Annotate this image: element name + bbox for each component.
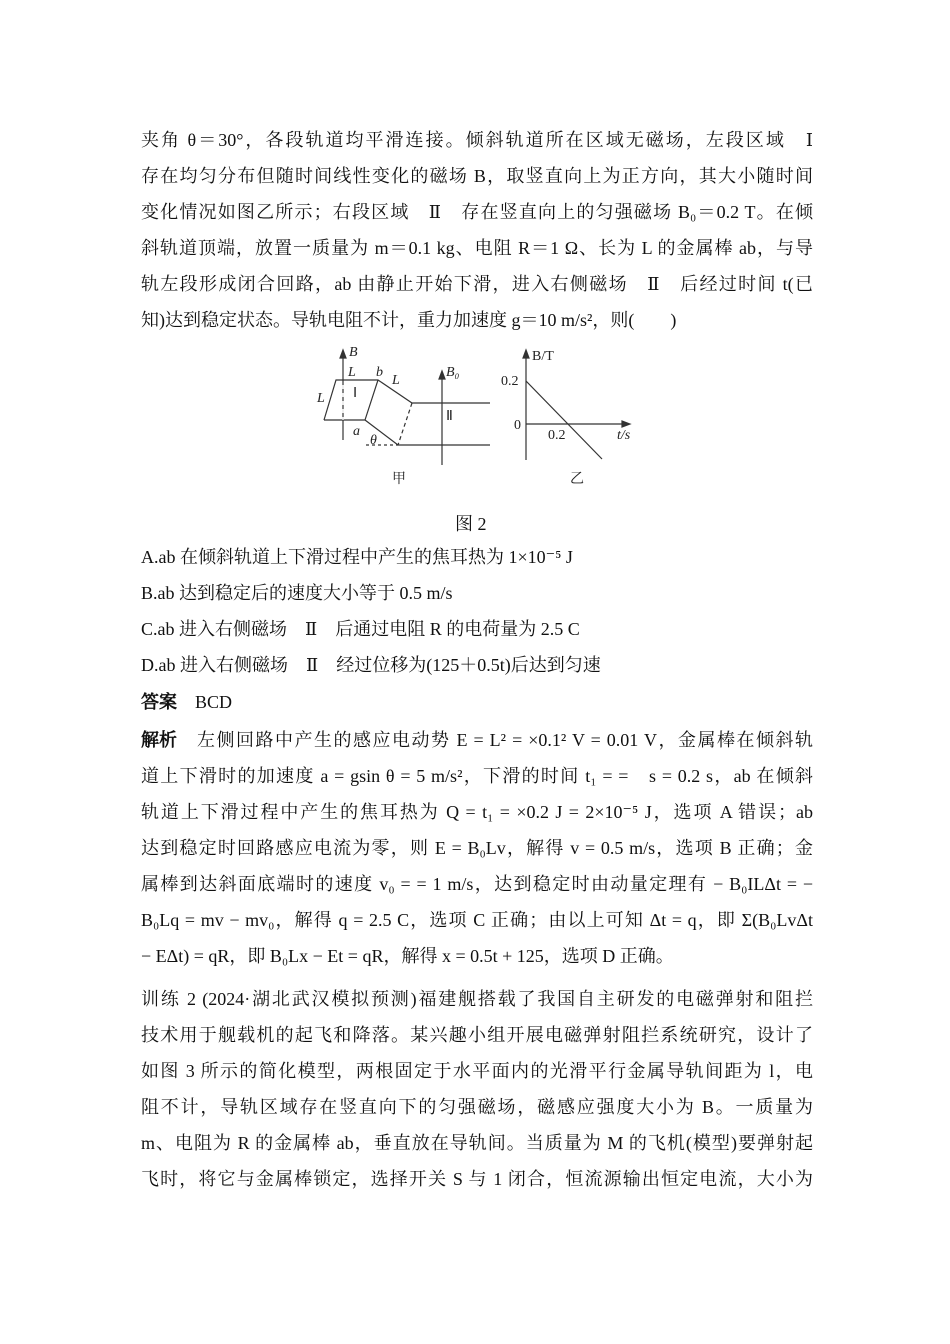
analysis-first-line <box>141 728 813 752</box>
x-tick: 0.2 <box>548 428 566 443</box>
option-c: C.ab 进入右侧磁场 Ⅱ 后通过电阻 R 的电荷量为 2.5 C <box>141 619 580 639</box>
text-line: 属棒到达斜面底端时的速度 v₀ = = 1 m/s，达到稳定时由动量定理有 − B₀ILΔt = − <box>141 874 813 894</box>
label-region-2: Ⅱ <box>446 409 453 424</box>
text-line: 达到稳定时回路感应电流为零，则 E = B₀Lv，解得 v = 0.5 m/s，选项 B 正确；金 <box>141 838 813 858</box>
text-line: 夹角 θ＝30°，各段轨道均平滑连接。倾斜轨道所在区域无磁场，左段区域 Ⅰ <box>141 130 813 150</box>
x-axis-label: t/s <box>617 428 631 443</box>
figure-caption: 图 2 <box>455 514 487 534</box>
label-b: b <box>376 365 383 380</box>
figure-2 <box>300 340 650 500</box>
label-L-right: L <box>392 373 400 388</box>
y-tick: 0.2 <box>501 374 519 389</box>
label-theta: θ <box>370 433 377 448</box>
text-line: 变化情况如图乙所示；右段区域 Ⅱ 存在竖直向上的匀强磁场 B₀＝0.2 T。在倾 <box>141 202 813 222</box>
text-line: B₀Lq = mv − mv₀，解得 q = 2.5 C，选项 C 正确；由以上可知 Δt = q，即 Σ(B₀LvΔt <box>141 910 813 930</box>
option-a: A.ab 在倾斜轨道上下滑过程中产生的焦耳热为 1×10⁻⁵ J <box>141 547 573 567</box>
answer-value: BCD <box>195 692 233 712</box>
text-line: 左侧回路中产生的感应电动势 E = L² = ×0.1² V = 0.01 V，金属棒在倾斜轨 <box>197 730 813 750</box>
text-line: 斜轨道顶端，放置一质量为 m＝0.1 kg、电阻 R＝1 Ω、长为 L 的金属棒 ab，与导 <box>141 238 813 258</box>
text-line: 技术用于舰载机的起飞和降落。某兴趣小组开展电磁弹射阻拦系统研究，设计了 <box>141 1025 813 1045</box>
label-B: B <box>349 345 358 360</box>
label-L-top: L <box>348 365 356 380</box>
analysis-label: 解析 <box>141 730 177 750</box>
text-line: 道上下滑时的加速度 a = gsin θ = 5 m/s²，下滑的时间 t₁ = = s = 0.2 s，ab 在倾斜 <box>141 766 813 786</box>
text-line: 训练 2 (2024·湖北武汉模拟预测)福建舰搭载了我国自主研发的电磁弹射和阻拦 <box>141 989 813 1009</box>
caption-yi: 乙 <box>570 472 584 487</box>
text-line: 轨道上下滑过程中产生的焦耳热为 Q = t₁ = ×0.2 J = 2×10⁻⁵ J，选项 A 错误；ab <box>141 802 813 822</box>
label-region-1: Ⅰ <box>353 386 358 401</box>
origin-label: 0 <box>514 418 521 433</box>
text-line: 阻不计，导轨区域存在竖直向下的匀强磁场，磁感应强度大小为 B。一质量为 <box>141 1097 813 1117</box>
text-line: 知)达到稳定状态。导轨电阻不计，重力加速度 g＝10 m/s²，则( ) <box>141 310 677 330</box>
label-a: a <box>353 424 360 439</box>
answer-label: 答案 <box>141 692 177 712</box>
text-line: m、电阻为 R 的金属棒 ab，垂直放在导轨间。当质量为 M 的飞机(模型)要弹射起 <box>141 1133 813 1153</box>
y-axis-label: B/T <box>532 349 554 364</box>
graph-yi <box>523 350 630 460</box>
label-L-left: L <box>317 391 325 406</box>
text-line: 存在均匀分布但随时间线性变化的磁场 B，取竖直向上为正方向，其大小随时间 <box>141 166 813 186</box>
text-line: − EΔt) = qR，即 B₀Lx − Et = qR，解得 x = 0.5t + 125，选项 D 正确。 <box>141 946 674 966</box>
text-line: 飞时，将它与金属棒锁定，选择开关 S 与 1 闭合，恒流源输出恒定电流，大小为 <box>141 1169 813 1189</box>
text-line: 轨左段形成闭合回路，ab 由静止开始下滑，进入右侧磁场 Ⅱ 后经过时间 t(已 <box>141 274 813 294</box>
option-b: B.ab 达到稳定后的速度大小等于 0.5 m/s <box>141 583 453 603</box>
label-B0: B₀ <box>446 365 460 380</box>
answer <box>141 690 813 714</box>
caption-jia: 甲 <box>392 472 406 487</box>
text-line: 如图 3 所示的简化模型，两根固定于水平面内的光滑平行金属导轨间距为 l，电 <box>141 1061 813 1081</box>
option-d: D.ab 进入右侧磁场 Ⅱ 经过位移为(125＋0.5t)后达到匀速 <box>141 655 601 675</box>
